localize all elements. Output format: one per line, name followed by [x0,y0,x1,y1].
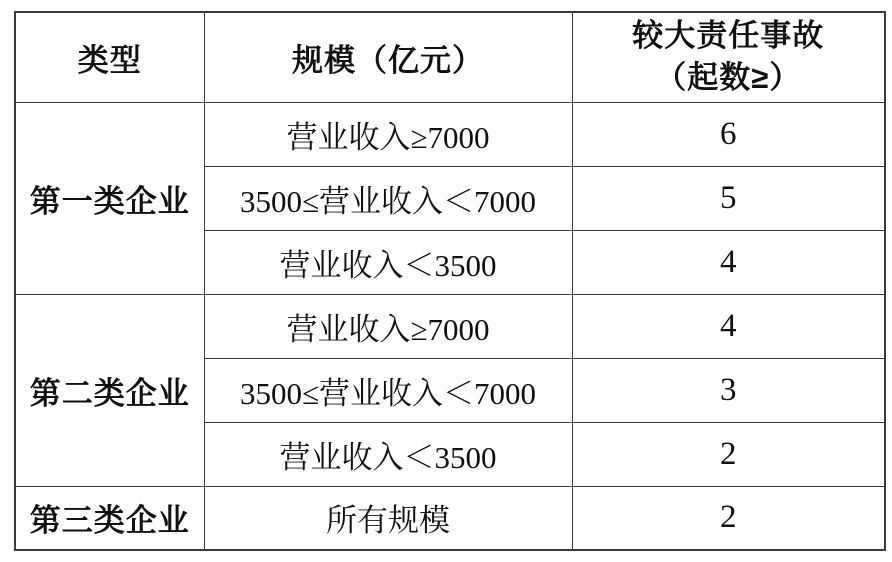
header-row [15,12,885,102]
accidents-cell: 6 [572,102,885,166]
accidents-cell: 3 [572,358,885,422]
enterprise-accident-table [14,11,886,551]
scale-cell: 营业收入＜3500 [204,230,572,294]
accidents-cell: 4 [572,230,885,294]
accidents-cell: 4 [572,294,885,358]
scale-cell: 3500≤营业收入＜7000 [204,358,572,422]
header-accidents-line2: （起数≥） [655,60,802,96]
accidents-cell: 2 [572,422,885,486]
scale-cell: 营业收入＜3500 [204,422,572,486]
table-row [15,294,885,358]
scale-cell: 营业收入≥7000 [204,102,572,166]
accidents-cell: 5 [572,166,885,230]
table-row [15,486,885,550]
type-cell-group1: 第一类企业 [15,102,204,294]
header-accidents-line1: 较大责任事故 [632,18,825,54]
type-cell-group3: 第三类企业 [15,486,204,550]
type-cell-group2: 第二类企业 [15,294,204,486]
accidents-cell: 2 [572,486,885,550]
header-scale: 规模（亿元） [204,12,572,102]
scale-cell: 3500≤营业收入＜7000 [204,166,572,230]
scale-cell: 营业收入≥7000 [204,294,572,358]
table-row [15,102,885,166]
header-type: 类型 [15,12,204,102]
scale-cell: 所有规模 [204,486,572,550]
header-accidents [572,12,885,102]
